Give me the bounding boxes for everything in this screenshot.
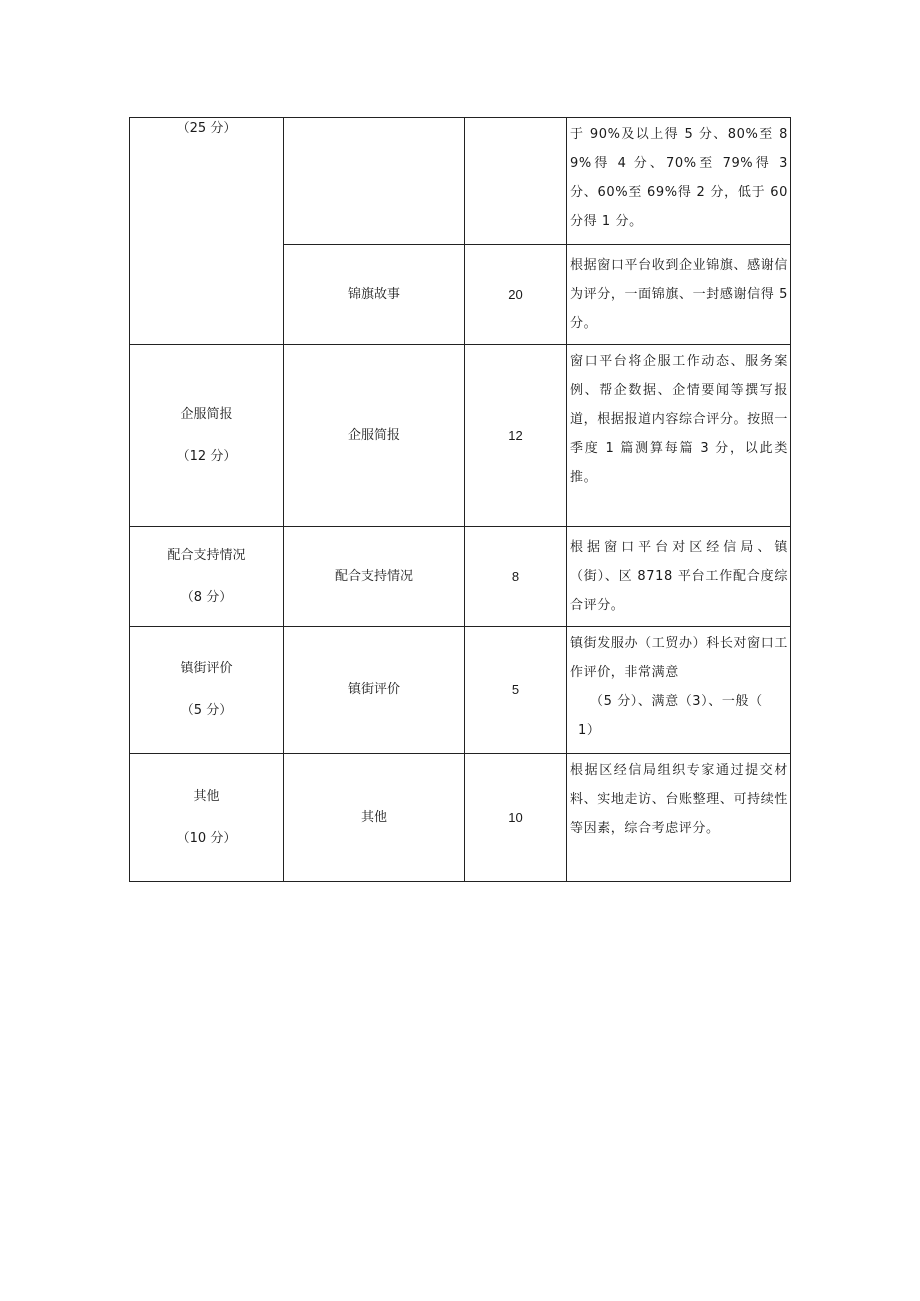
category-points: （12 分） — [176, 448, 237, 464]
category-points: （8 分） — [180, 589, 233, 605]
category-cell — [130, 754, 284, 882]
description-text: 根据区经信局组织专家通过提交材料、实地走访、台账整理、可持续性等因素，综合考虑评分。 — [570, 763, 788, 836]
score-cell — [465, 345, 567, 527]
item-cell — [284, 345, 465, 527]
score-cell — [465, 754, 567, 882]
description-text: 根据窗口平台收到企业锦旗、感谢信为评分，一面锦旗、一封感谢信得 5 分。 — [570, 258, 788, 331]
item-score: 10 — [508, 809, 523, 825]
item-score: 8 — [511, 568, 520, 584]
item-name: 其他 — [360, 809, 387, 825]
score-cell — [465, 627, 567, 754]
description-cell — [567, 754, 791, 882]
item-cell — [284, 118, 465, 245]
category-points: （10 分） — [176, 830, 237, 846]
description-line: 镇街发服办（工贸办）科长对窗口工作评价，非常满意 — [570, 636, 788, 680]
item-name: 镇街评价 — [347, 682, 400, 697]
category-cell — [130, 527, 284, 627]
item-name: 企服简报 — [347, 427, 400, 443]
description-line: （5 分）、满意（3）、一般（ — [590, 694, 763, 709]
category-points: （25 分） — [176, 121, 237, 136]
item-cell — [284, 754, 465, 882]
description-line: 1） — [578, 723, 601, 738]
table-row — [130, 754, 791, 882]
category-cell — [130, 118, 284, 345]
table-row — [130, 345, 791, 527]
item-score: 20 — [508, 286, 523, 302]
score-cell — [465, 245, 567, 345]
table-row — [130, 627, 791, 754]
category-name: 镇街评价 — [180, 661, 233, 676]
description-cell — [567, 627, 791, 754]
description-text: 于 90%及以上得 5 分、80%至 89%得 4 分、70%至 79%得 3 分、60%至 69%得 2 分，低于 60 分得 1 分。 — [570, 127, 788, 229]
description-text — [567, 627, 790, 745]
item-score: 12 — [508, 427, 523, 443]
item-score: 5 — [511, 682, 520, 697]
score-cell — [465, 118, 567, 245]
scoring-table — [129, 117, 791, 882]
description-text: 根据窗口平台对区经信局、镇（街）、区 8718 平台工作配合度综合评分。 — [570, 540, 788, 613]
description-cell — [567, 245, 791, 345]
item-cell — [284, 245, 465, 345]
description-cell — [567, 527, 791, 627]
category-cell — [130, 627, 284, 754]
category-name: 其他 — [193, 788, 220, 804]
table-row — [130, 118, 791, 245]
description-text: 窗口平台将企服工作动态、服务案例、帮企数据、企情要闻等撰写报道，根据报道内容综合评分。按照一季度 1 篇测算每篇 3 分，以此类推。 — [570, 354, 788, 485]
item-cell — [284, 527, 465, 627]
category-name: 企服简报 — [180, 406, 233, 422]
table-row — [130, 527, 791, 627]
category-cell — [130, 345, 284, 527]
item-cell — [284, 627, 465, 754]
item-name: 配合支持情况 — [334, 568, 413, 584]
description-cell — [567, 345, 791, 527]
score-cell — [465, 527, 567, 627]
description-cell — [567, 118, 791, 245]
category-points: （5 分） — [180, 703, 233, 718]
item-name: 锦旗故事 — [347, 286, 400, 302]
category-name: 配合支持情况 — [167, 547, 246, 563]
